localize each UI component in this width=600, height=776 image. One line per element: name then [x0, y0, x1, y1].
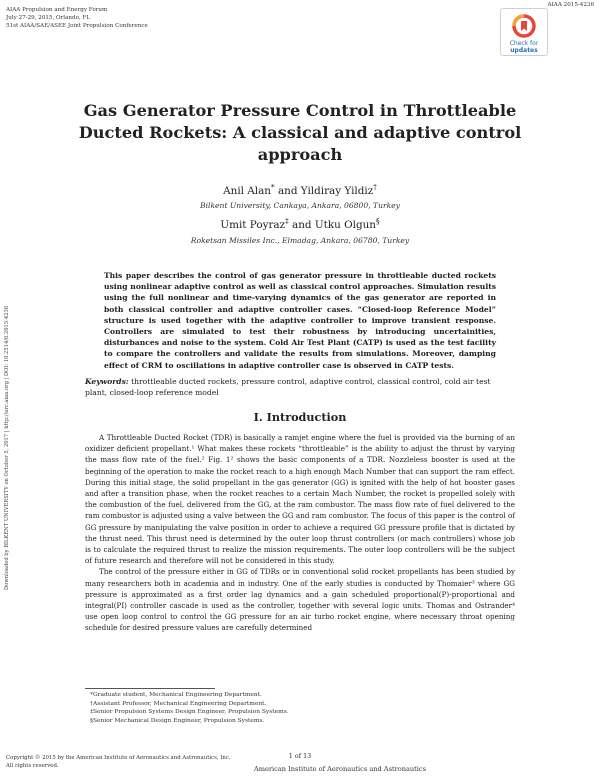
footnote: §Senior Mechanical Design Engineer, Propulsion Systems.: [90, 718, 265, 725]
author-mark: †: [373, 182, 377, 192]
author-name: Umit Poyraz: [220, 219, 286, 231]
download-note-text: Downloaded by BILKENT UNIVERSITY on October 5, 2017 | http://arc.aiaa.org | DOI: 10.2514/6.2015-4236: [4, 305, 10, 590]
copyright-line-1: Copyright © 2015 by the American Institute of Aeronautics and Astronautics, Inc.: [6, 755, 231, 761]
copyright-line-2: All rights reserved.: [6, 763, 59, 769]
keywords: [85, 376, 515, 398]
author-line-1: [60, 182, 540, 197]
footnotes: [90, 691, 510, 726]
affiliation-1: Bilkent University, Cankaya, Ankara, 06800, Turkey: [200, 201, 400, 210]
footnote-rule: [85, 688, 215, 689]
author-and: and: [288, 219, 315, 231]
author-mark: §: [376, 216, 380, 226]
check-for-updates-badge[interactable]: [500, 8, 548, 56]
author-name: Anil Alan: [223, 185, 271, 197]
header-line-2: July 27-29, 2015, Orlando, FL: [6, 15, 91, 22]
badge-line-2: updates: [510, 47, 538, 54]
body-paragraph: A Throttleable Ducted Rocket (TDR) is basically a ramjet engine where the fuel is provided via the burning of an oxidizer deficient propellant.¹ What makes these rockets “throttleable” is the ability to adjust the thrust by varying the mass flow rate of the fuel.² Fig. 1² shows the basic components of a TDR. Nozzleless booster is used at the beginning of the operation to make the rocket reach to a high enough Mach Number that can support the ram effect. During this initial stage, the solid propellant in the gas generator (GG) is ignited with the help of hot booster gases and after a transition phase, when the rocket reaches to a certain Mach Number, the rocket is propelled solely with the combustion of the fuel, delivered from the GG, at the ram combustor. The mass flow rate of fuel delivered to the ram combustor is adjusted using a valve between the GG and ram combustor. The focus of this paper is the control of GG pressure by manipulating the valve position in order to achieve a required GG pressure profile that is dictated by the thrust need. This thrust need is determined by the outer loop thrust controllers (or mach controllers) whose job is to calculate the required thrust to realize the mission requirements. The outer loop controllers will be the subject of future research and therefore will not be considered in this study.: [85, 433, 515, 566]
author-line-2: [60, 216, 540, 231]
author-mark: ‡: [285, 216, 289, 226]
page-number: 1 of 13: [288, 752, 312, 760]
copyright: [6, 754, 231, 770]
footnote: ‡Senior Propulsion Systems Design Engineer, Propulsion Systems.: [90, 709, 289, 716]
author-and: and: [274, 185, 301, 197]
section-heading: I. Introduction: [253, 410, 347, 424]
conference-header: [6, 6, 148, 31]
header-line-3: 51st AIAA/SAE/ASEE Joint Propulsion Conference: [6, 23, 148, 30]
header-line-1: AIAA Propulsion and Energy Forum: [6, 7, 108, 13]
title-line-1: Gas Generator Pressure Control in Throttleable: [83, 101, 517, 120]
footnote: *Graduate student, Mechanical Engineering Department.: [90, 692, 262, 698]
affiliation-2: Roketsan Missiles Inc., Elmadag, Ankara, 06780, Turkey: [190, 236, 410, 245]
body-text: [85, 432, 515, 634]
author-mark: *: [271, 182, 275, 192]
update-icon: [501, 9, 547, 55]
organization-footer: American Institute of Aeronautics and Astronautics: [253, 765, 426, 773]
keywords-text: throttleable ducted rockets, pressure control, adaptive control, classical control, cold air test plant, closed-loop reference model: [85, 377, 491, 397]
author-name: Utku Olgun: [314, 219, 376, 231]
footnote: †Assistant Professor, Mechanical Engineering Department.: [90, 700, 267, 707]
keywords-label: Keywords:: [85, 377, 129, 386]
paper-title: [60, 100, 540, 166]
title-line-2: Ducted Rockets: A classical and adaptive control: [78, 123, 522, 142]
badge-line-1: Check for: [509, 40, 539, 47]
body-paragraph: The control of the pressure either in GG of TDRs or in conventional solid rocket propellants has been studied by many researchers both in academia and in industry. One of the early studies is conducted by Thomaier³ where GG pressure is approximated as a first order lag dynamics and a gain scheduled proportional(P)-proportional and integral(PI) controller cascade is used as the controller, together with several logic units. Thomas and Ostrander⁴ use open loop control to control the GG pressure for an air turbo rocket engine, where necessary throat opening schedule for desired pressure values are carefully determined: [85, 567, 515, 633]
author-name: Yildiray Yildiz: [300, 185, 374, 197]
title-line-3: approach: [257, 145, 343, 164]
paper-id: AIAA 2015-4236: [547, 2, 594, 8]
download-note: [4, 210, 18, 590]
abstract: This paper describes the control of gas generator pressure in throttleable ducted rockets using nonlinear adaptive control as well as classical control approaches. Simulation results using the full nonlinear and time-varying dynamics of the gas generator are reported in both classical controller and adaptive controller cases. “Closed-loop Reference Model” structure is used together with the adaptive controller to improve transient response. Controllers are simulated to test their robustness by introducing uncertainities, disturbances and noise to the system. Cold Air Test Plant (CATP) is used as the test facility to compare the controllers and validate the results from simulations. Moreover, damping effect of CRM to oscillations in adaptive controller case is observed in CATP tests.: [104, 271, 496, 370]
